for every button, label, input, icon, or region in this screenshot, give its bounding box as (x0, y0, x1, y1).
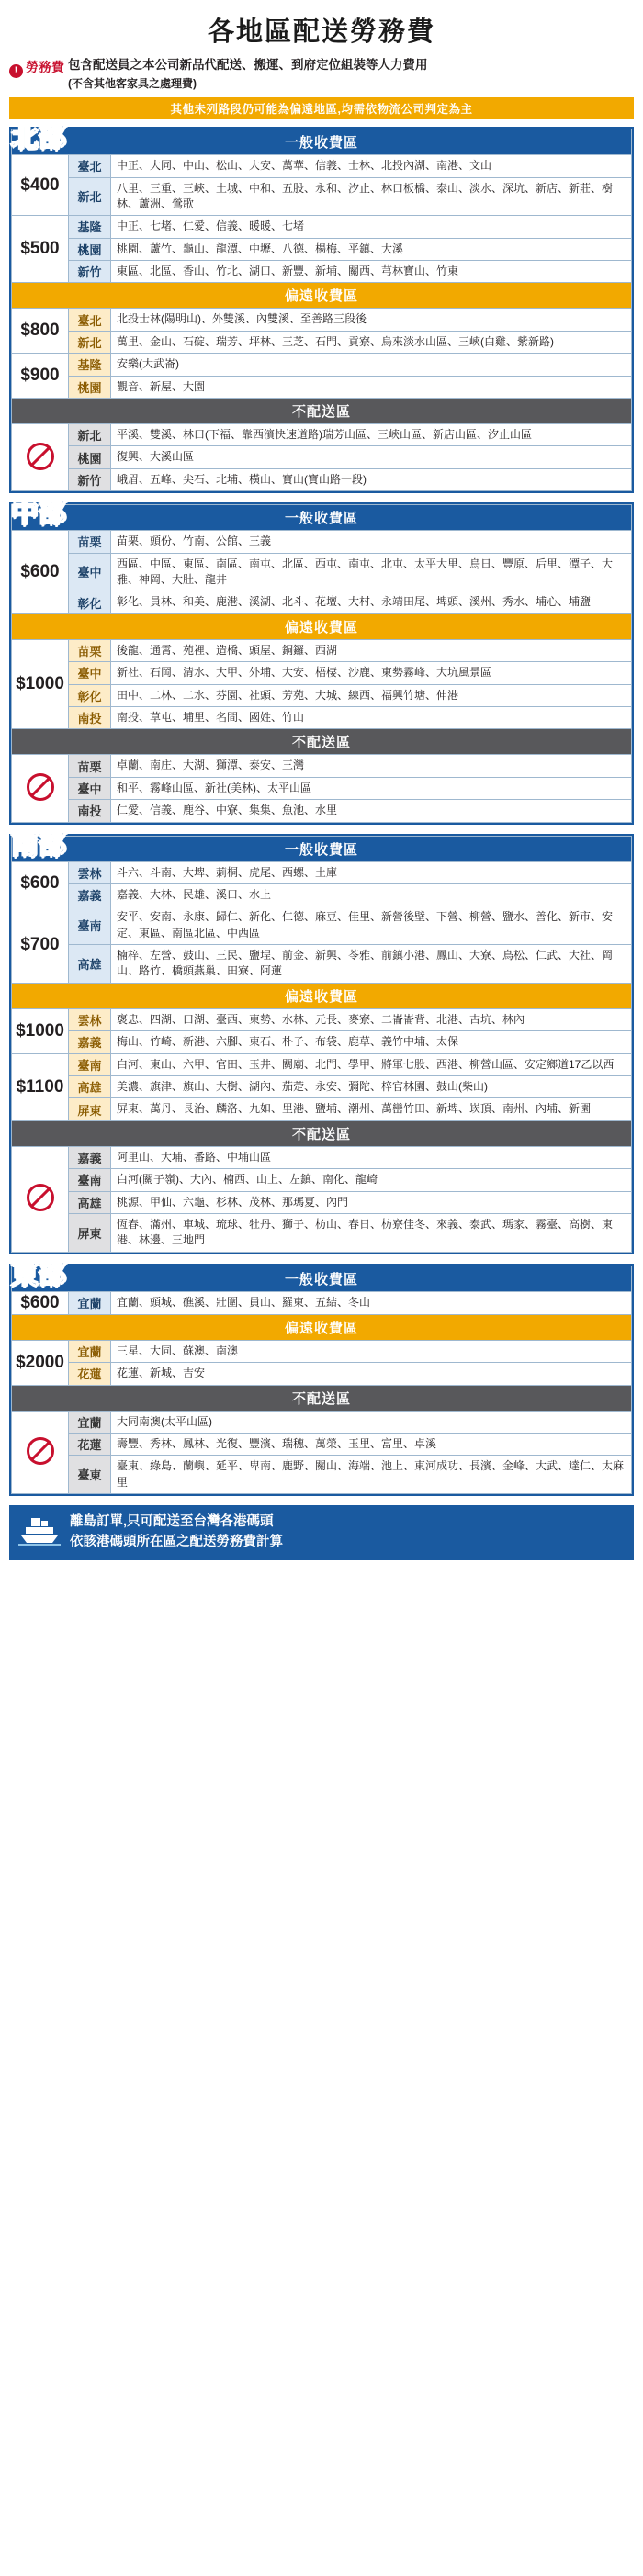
city-cell: 臺北 (69, 309, 111, 331)
footer-line2: 依該港碼頭所在區之配送勞務費計算 (70, 1534, 283, 1549)
fee-description-main: 包含配送員之本公司新品代配送、搬運、到府定位組裝等人力費用 (68, 58, 428, 72)
city-cell: 高雄 (69, 1076, 111, 1098)
areas-cell: 彰化、員林、和美、鹿港、溪湖、北斗、花壇、大村、永靖田尾、埤頭、溪州、秀水、埔心、埔鹽 (111, 591, 632, 613)
city-cell: 臺南 (69, 1169, 111, 1191)
band-remote-east: 偏遠收費區 (12, 1314, 632, 1340)
areas-cell: 桃園、蘆竹、龜山、龍潭、中壢、八德、楊梅、平鎮、大溪 (111, 238, 632, 260)
price-cell: $600 (12, 861, 69, 906)
band-remote-north: 偏遠收費區 (12, 283, 632, 309)
areas-cell: 梅山、竹崎、新港、六腳、東石、朴子、布袋、鹿草、義竹中埔、太保 (111, 1031, 632, 1053)
band-remote-south: 偏遠收費區 (12, 983, 632, 1008)
city-cell: 雲林 (69, 1008, 111, 1030)
price-cell: $600 (12, 531, 69, 614)
areas-cell: 南投、草屯、埔里、名間、國姓、竹山 (111, 706, 632, 728)
region-tag-east: 東部 (11, 1259, 66, 1290)
areas-cell: 東區、北區、香山、竹北、湖口、新豐、新埔、關西、芎林寶山、竹東 (111, 261, 632, 283)
city-cell: 花蓮 (69, 1433, 111, 1455)
areas-cell: 花蓮、新城、吉安 (111, 1363, 632, 1385)
band-normal-east: 一般收費區 (12, 1266, 632, 1291)
city-cell: 高雄 (69, 1191, 111, 1213)
areas-cell: 中正、大同、中山、松山、大安、萬華、信義、士林、北投內湖、南港、文山 (111, 155, 632, 177)
city-cell: 桃園 (69, 238, 111, 260)
areas-cell: 仁愛、信義、鹿谷、中寮、集集、魚池、水里 (111, 800, 632, 822)
fee-badge (9, 56, 64, 78)
areas-cell: 斗六、斗南、大埤、莿桐、虎尾、西螺、土庫 (111, 861, 632, 883)
band-none-north: 不配送區 (12, 399, 632, 424)
areas-cell: 嘉義、大林、民雄、溪口、水上 (111, 883, 632, 906)
ship-icon (18, 1514, 61, 1550)
no-delivery-icon (12, 755, 69, 822)
price-cell: $500 (12, 216, 69, 283)
areas-cell: 壽豐、秀林、鳳林、光復、豐濱、瑞穗、萬榮、玉里、富里、卓溪 (111, 1433, 632, 1455)
city-cell: 嘉義 (69, 883, 111, 906)
areas-cell: 後龍、通霄、苑裡、造橋、頭屋、銅鑼、西湖 (111, 639, 632, 661)
region-tag-south: 南部 (11, 829, 66, 861)
city-cell: 新竹 (69, 261, 111, 283)
areas-cell: 西區、中區、東區、南區、南屯、北區、西屯、南屯、北屯、太平大里、烏日、豐原、后里、潭子、大雅、神岡、大肚、龍井 (111, 553, 632, 591)
city-cell: 基隆 (69, 354, 111, 376)
city-cell: 臺中 (69, 553, 111, 591)
areas-cell: 峨眉、五峰、尖石、北埔、橫山、寶山(寶山路一段) (111, 468, 632, 490)
city-cell: 苗栗 (69, 755, 111, 777)
areas-cell: 苗栗、頭份、竹南、公館、三義 (111, 531, 632, 553)
areas-cell: 觀音、新屋、大園 (111, 376, 632, 398)
areas-cell: 和平、霧峰山區、新社(美林)、太平山區 (111, 777, 632, 799)
footer-text (70, 1513, 283, 1553)
city-cell: 苗栗 (69, 639, 111, 661)
areas-cell: 八里、三重、三峽、土城、中和、五股、永和、汐止、林口板橋、泰山、淡水、深坑、新店、新莊、樹林、蘆洲、鶯歌 (111, 177, 632, 216)
band-none-south: 不配送區 (12, 1120, 632, 1146)
areas-cell: 萬里、金山、石碇、瑞芳、坪林、三芝、石門、貢寮、烏來淡水山區、三峽(白雞、紫新路) (111, 331, 632, 353)
no-delivery-icon (12, 424, 69, 491)
region-central (9, 499, 634, 824)
city-cell: 桃園 (69, 376, 111, 398)
band-normal-north: 一般收費區 (12, 129, 632, 155)
city-cell: 臺中 (69, 777, 111, 799)
areas-cell: 平溪、雙溪、林口(下福、靠西濱快速道路)瑞芳山區、三峽山區、新店山區、汐止山區 (111, 424, 632, 446)
fee-note (0, 56, 643, 97)
areas-cell: 北投士林(陽明山)、外雙溪、內雙溪、至善路三段後 (111, 309, 632, 331)
band-remote-central: 偏遠收費區 (12, 613, 632, 639)
no-delivery-icon (12, 1411, 69, 1494)
areas-cell: 田中、二林、二水、芬園、社頭、芳苑、大城、線西、福興竹塘、伸港 (111, 684, 632, 706)
areas-cell: 白河(關子嶺)、大內、楠西、山上、左鎮、南化、龍崎 (111, 1169, 632, 1191)
price-cell: $2000 (12, 1340, 69, 1385)
city-cell: 新北 (69, 424, 111, 446)
areas-cell: 安樂(大武崙) (111, 354, 632, 376)
areas-cell: 臺東、綠島、蘭嶼、延平、卑南、鹿野、關山、海端、池上、東河成功、長濱、金峰、大武、達仁、太麻里 (111, 1456, 632, 1494)
areas-cell: 三星、大同、蘇澳、南澳 (111, 1340, 632, 1362)
page-title: 各地區配送勞務費 (207, 17, 435, 47)
areas-cell: 卓蘭、南庄、大湖、獅潭、泰安、三灣 (111, 755, 632, 777)
fee-description-note: (不含其他客家具之處理費) (68, 76, 197, 90)
city-cell: 臺南 (69, 1053, 111, 1075)
exclamation-icon: ! (9, 64, 23, 78)
price-cell: $900 (12, 354, 69, 399)
areas-cell: 新社、石岡、清水、大甲、外埔、大安、梧棲、沙鹿、東勢霧峰、大坑風景區 (111, 662, 632, 684)
price-cell: $1000 (12, 1008, 69, 1053)
region-north (9, 123, 634, 493)
no-delivery-icon (12, 1146, 69, 1252)
city-cell: 臺南 (69, 906, 111, 945)
fee-badge-label: 勞務費 (26, 60, 64, 74)
band-none-east: 不配送區 (12, 1385, 632, 1411)
region-tag-central: 中部 (11, 499, 66, 530)
areas-cell: 屏東、萬丹、長治、麟洛、九如、里港、鹽埔、潮州、萬巒竹田、新埤、崁頂、南州、內埔、新園 (111, 1098, 632, 1120)
city-cell: 彰化 (69, 684, 111, 706)
city-cell: 臺北 (69, 155, 111, 177)
city-cell: 苗栗 (69, 531, 111, 553)
price-cell: $400 (12, 155, 69, 216)
areas-cell: 褒忠、四湖、口湖、臺西、東勢、水林、元長、麥寮、二崙崙背、北港、古坑、林內 (111, 1008, 632, 1030)
price-cell: $1100 (12, 1053, 69, 1120)
city-cell: 屏東 (69, 1098, 111, 1120)
city-cell: 彰化 (69, 591, 111, 613)
subnote-banner: 其他未列路段仍可能為偏遠地區,均需依物流公司判定為主 (9, 97, 634, 119)
city-cell: 嘉義 (69, 1146, 111, 1168)
areas-cell: 恆春、滿州、車城、琉球、牡丹、獅子、枋山、春日、枋寮佳冬、來義、泰武、瑪家、霧臺、高樹、東港、林邊、三地門 (111, 1213, 632, 1252)
band-normal-central: 一般收費區 (12, 505, 632, 531)
price-cell: $1000 (12, 639, 69, 729)
city-cell: 新北 (69, 331, 111, 353)
city-cell: 基隆 (69, 216, 111, 238)
city-cell: 南投 (69, 706, 111, 728)
city-cell: 南投 (69, 800, 111, 822)
city-cell: 高雄 (69, 945, 111, 984)
city-cell: 臺東 (69, 1456, 111, 1494)
city-cell: 嘉義 (69, 1031, 111, 1053)
region-south (9, 829, 634, 1254)
region-east (9, 1259, 634, 1496)
city-cell: 花蓮 (69, 1363, 111, 1385)
areas-cell: 復興、大溪山區 (111, 446, 632, 468)
areas-cell: 美濃、旗津、旗山、大樹、湖內、茄萣、永安、彌陀、梓官林園、鼓山(柴山) (111, 1076, 632, 1098)
band-none-central: 不配送區 (12, 729, 632, 755)
city-cell: 宜蘭 (69, 1340, 111, 1362)
city-cell: 臺中 (69, 662, 111, 684)
footer-banner (9, 1505, 634, 1560)
areas-cell: 中正、七堵、仁愛、信義、暖暖、七堵 (111, 216, 632, 238)
band-normal-south: 一般收費區 (12, 836, 632, 861)
city-cell: 宜蘭 (69, 1411, 111, 1433)
price-cell: $600 (12, 1291, 69, 1314)
city-cell: 宜蘭 (69, 1291, 111, 1314)
city-cell: 雲林 (69, 861, 111, 883)
areas-cell: 大同南澳(太平山區) (111, 1411, 632, 1433)
footer-line1: 離島訂單,只可配送至台灣各港碼頭 (70, 1514, 274, 1530)
city-cell: 新北 (69, 177, 111, 216)
fee-description (68, 56, 428, 92)
areas-cell: 阿里山、大埔、番路、中埔山區 (111, 1146, 632, 1168)
areas-cell: 桃源、甲仙、六龜、杉林、茂林、那瑪夏、內門 (111, 1191, 632, 1213)
areas-cell: 楠梓、左營、鼓山、三民、鹽埕、前金、新興、苓雅、前鎮小港、鳳山、大寮、鳥松、仁武、大社、岡山、路竹、橋頭燕巢、田寮、阿蓮 (111, 945, 632, 984)
city-cell: 屏東 (69, 1213, 111, 1252)
areas-cell: 白河、東山、六甲、官田、玉井、關廟、北門、學甲、將軍七股、西港、柳營山區、安定鄉道17乙以西 (111, 1053, 632, 1075)
price-cell: $800 (12, 309, 69, 354)
areas-cell: 安平、安南、永康、歸仁、新化、仁德、麻豆、佳里、新營後壁、下營、柳營、鹽水、善化、新市、安定、東區、南區北區、中西區 (111, 906, 632, 945)
region-tag-north: 北部 (11, 123, 66, 154)
city-cell: 桃園 (69, 446, 111, 468)
city-cell: 新竹 (69, 468, 111, 490)
areas-cell: 宜蘭、頭城、礁溪、壯圍、員山、羅東、五結、冬山 (111, 1291, 632, 1314)
price-cell: $700 (12, 906, 69, 984)
